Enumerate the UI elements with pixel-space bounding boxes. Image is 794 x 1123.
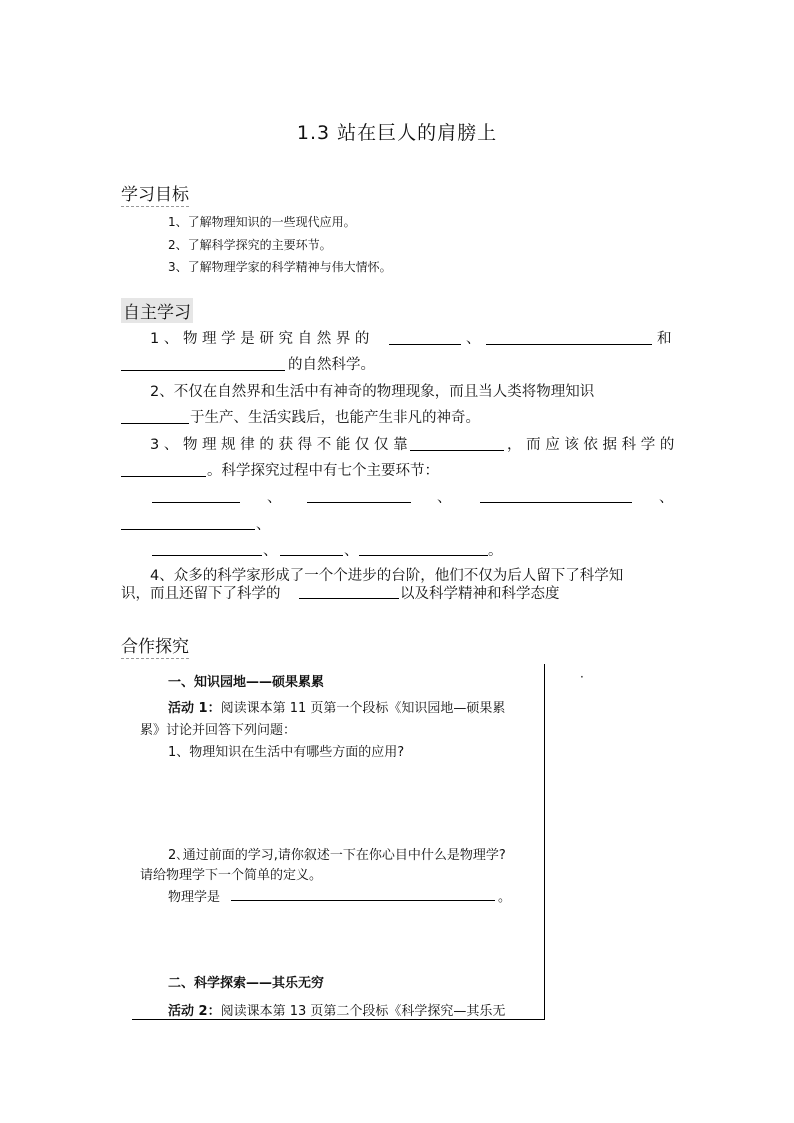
- part1-q1: 1、物理知识在生活中有哪些方面的应用?: [168, 745, 405, 760]
- step-blank-4: [121, 529, 255, 530]
- step-blank-7: [359, 555, 488, 556]
- q4-blank: [299, 598, 399, 599]
- box-right-border: [544, 664, 545, 1020]
- activity2-text: 阅读课本第 13 页第二个段标《科学探究—其乐无: [220, 1004, 506, 1019]
- goal-item-3: 3、了解物理学家的科学精神与伟大情怀。: [168, 260, 392, 274]
- q3-text-c: 。科学探究过程中有七个主要环节：: [207, 463, 439, 479]
- step-blank-6: [280, 555, 343, 556]
- step-blank-1: [152, 502, 240, 503]
- q1-blank-2: [486, 344, 652, 345]
- step-blank-2: [307, 502, 411, 503]
- q2-line-2: 于生产、生活实践后，也能产生非凡的神奇。: [190, 410, 480, 426]
- step-sep: 、: [344, 543, 359, 559]
- step-sep: 、: [263, 543, 278, 559]
- q2-blank: [121, 423, 189, 424]
- q4-line-2b: 以及科学精神和科学态度: [400, 586, 560, 602]
- q2-line-1: 2、不仅在自然界和生活中有神奇的物理现象，而且当人类将物理知识: [150, 384, 595, 400]
- q3-blank-1: [410, 450, 504, 451]
- step-sep: 、: [256, 517, 271, 533]
- stray-dot: ·: [580, 670, 584, 684]
- activity2-label: 活动 2：: [168, 1004, 221, 1019]
- section-heading-self-study: 自主学习: [121, 298, 193, 323]
- q1-text-c: 和: [657, 331, 672, 347]
- section-heading-goals: 学习目标: [121, 180, 189, 207]
- q3-text-a: 3 、 物 理 规 律 的 获 得 不 能 仅 仅 靠: [150, 437, 408, 453]
- step-blank-3: [480, 502, 632, 503]
- q1-text-d: 的自然科学。: [288, 357, 375, 373]
- goal-item-2: 2、了解科学探究的主要环节。: [168, 238, 332, 252]
- part1-q2-line1: 2､通过前面的学习,请你叙述一下在你心目中什么是物理学?: [168, 848, 506, 863]
- activity1-text: 阅读课本第 11 页第一个段标《知识园地—硕果累: [220, 701, 506, 716]
- definition-label: 物理学是: [168, 890, 221, 905]
- q3-blank-2: [121, 476, 206, 477]
- goal-item-1: 1、了解物理知识的一些现代应用。: [168, 215, 356, 229]
- step-blank-5: [152, 555, 262, 556]
- section-heading-coop: 合作探究: [121, 632, 189, 659]
- q1-text-a: 1 、 物 理 学 是 研 究 自 然 界 的: [150, 331, 370, 347]
- q1-text-b: 、: [466, 331, 481, 347]
- q1-blank-1: [389, 344, 461, 345]
- activity1-text-2: 累》讨论并回答下列问题：: [140, 723, 297, 738]
- part2-heading: 二、科学探索——其乐无穷: [168, 976, 325, 991]
- part1-heading: 一、知识园地——硕果累累: [168, 675, 325, 690]
- q4-line-1: 4、众多的科学家形成了一个个进步的台阶，他们不仅为后人留下了科学知: [150, 568, 624, 584]
- definition-end: 。: [498, 890, 512, 905]
- q4-line-2a: 识，而且还留下了科学的: [121, 586, 281, 602]
- step-sep: 、: [659, 490, 674, 506]
- activity1-label: 活动 1：: [168, 701, 221, 716]
- step-end: 。: [488, 543, 503, 559]
- q3-text-b: ， 而 应 该 依 据 科 学 的: [507, 437, 675, 453]
- box-bottom-border: [132, 1019, 544, 1020]
- q1-blank-3: [121, 370, 285, 371]
- page-title: 1.3 站在巨人的肩膀上: [296, 122, 498, 144]
- step-sep: 、: [437, 490, 452, 506]
- definition-blank: [231, 900, 495, 901]
- step-sep: 、: [267, 490, 282, 506]
- part1-q2-line2: 请给物理学下一个简单的定义。: [140, 868, 323, 883]
